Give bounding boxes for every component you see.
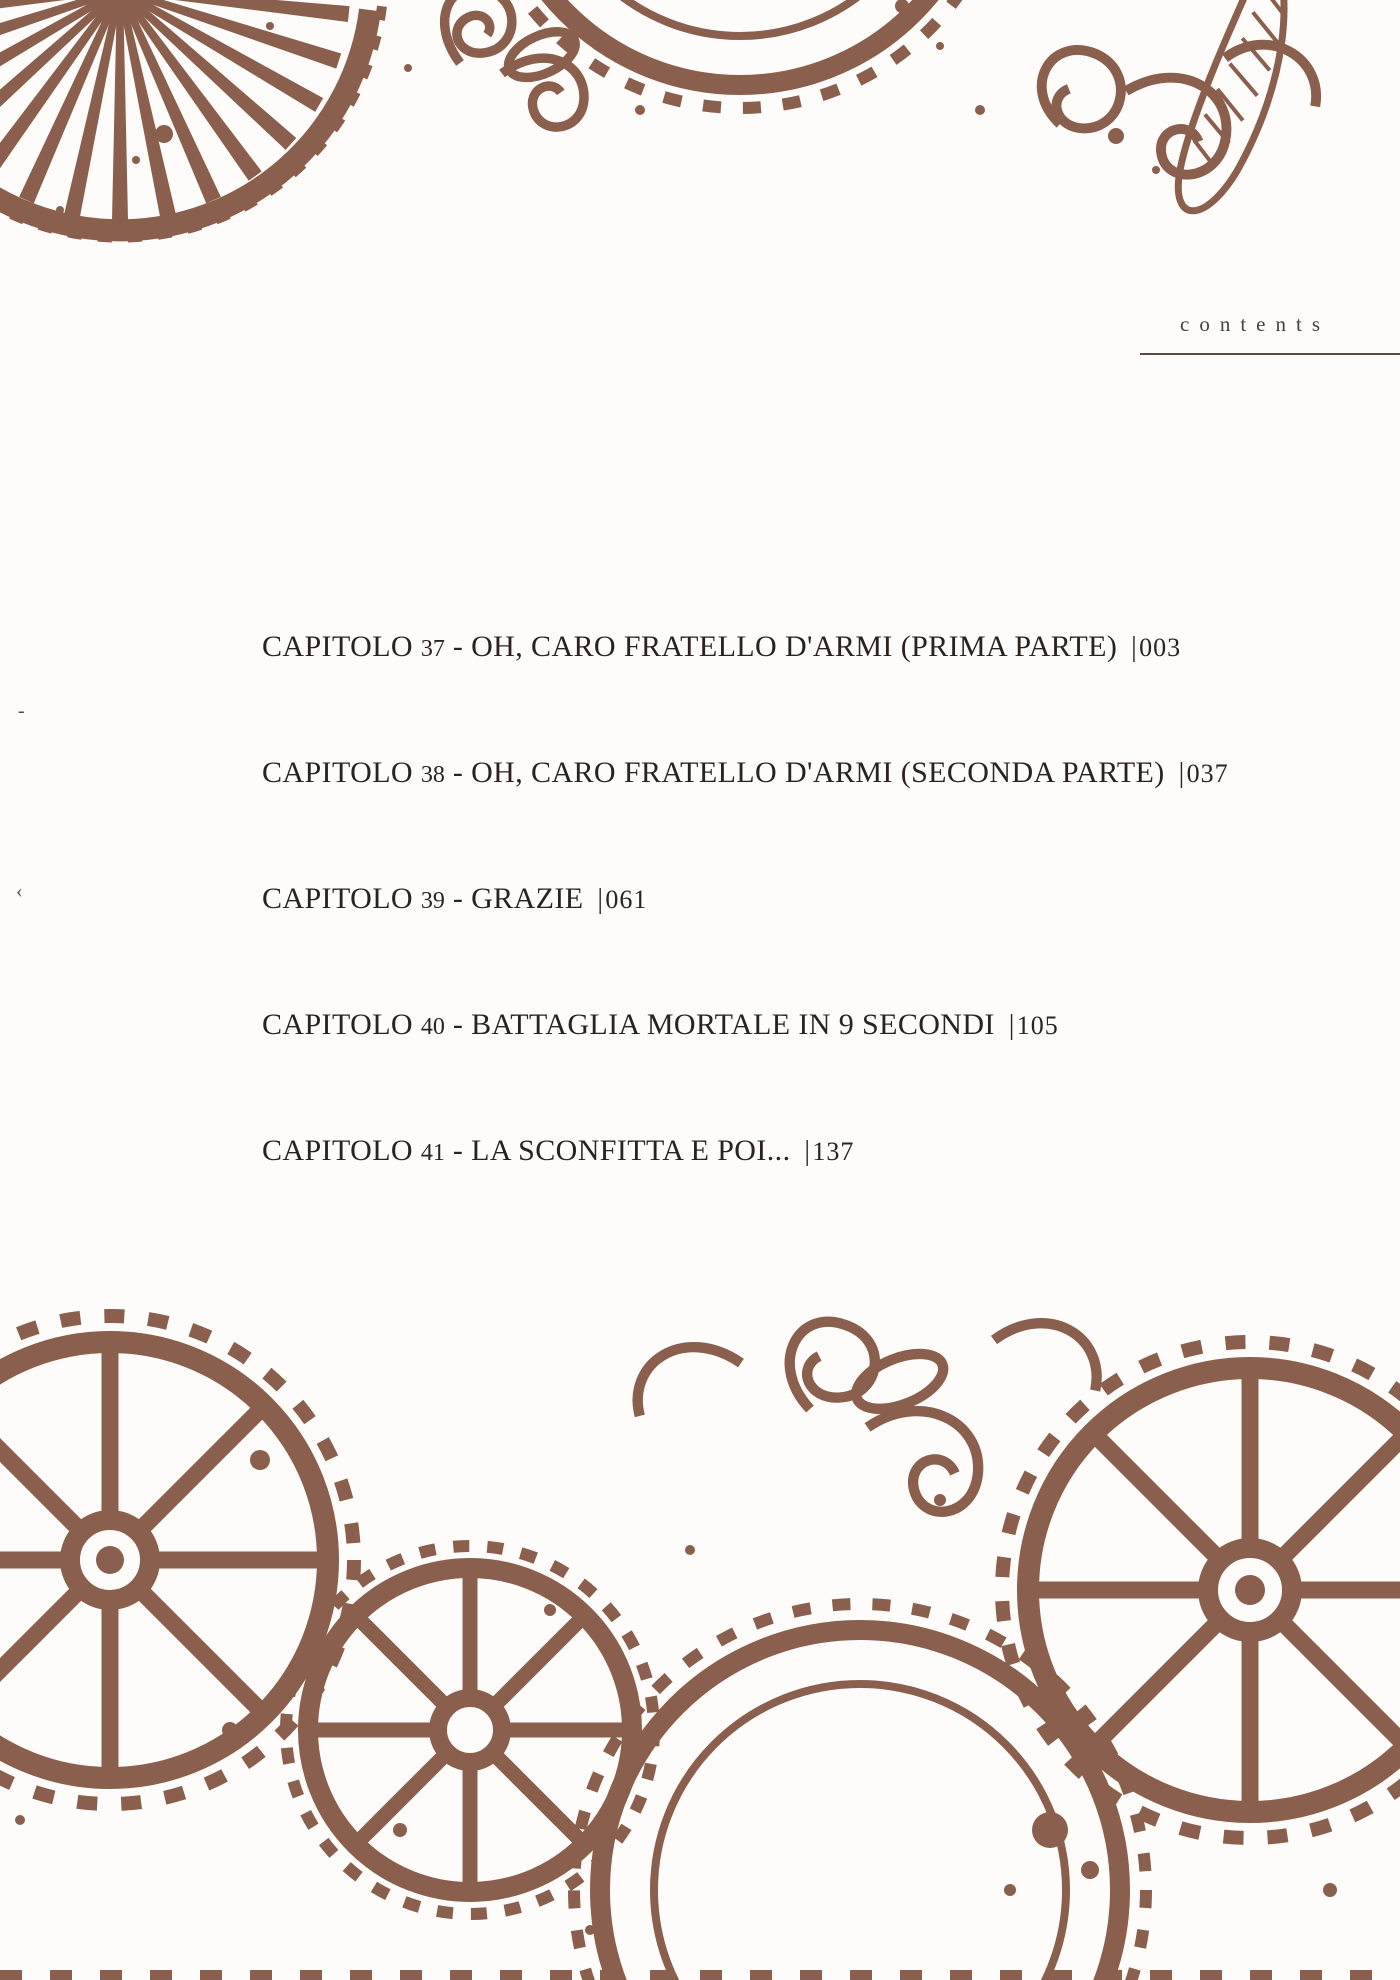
toc-chapter-title: OH, CARO FRATELLO D'ARMI (SECONDA PARTE) xyxy=(471,756,1165,789)
toc-entry[interactable] xyxy=(262,882,1302,916)
toc-chapter-word: CAPITOLO xyxy=(262,756,413,789)
toc-chapter-number: 40 xyxy=(420,1014,445,1040)
toc-chapter-title: LA SCONFITTA E POI... xyxy=(471,1134,791,1167)
table-of-contents xyxy=(262,630,1302,1168)
toc-dash: - xyxy=(452,1134,464,1167)
toc-dash: - xyxy=(452,882,464,915)
toc-chapter-word: CAPITOLO xyxy=(262,630,413,663)
toc-chapter-word: CAPITOLO xyxy=(262,1008,413,1041)
toc-chapter-title: GRAZIE xyxy=(471,882,584,915)
contents-label: contents xyxy=(1180,312,1330,336)
margin-tick-lower: ‹ xyxy=(16,880,23,902)
toc-chapter-number: 38 xyxy=(420,762,445,788)
toc-chapter-number: 39 xyxy=(420,888,445,914)
toc-chapter-number: 41 xyxy=(420,1140,445,1166)
toc-page-number: 061 xyxy=(605,885,648,914)
toc-page-number: 003 xyxy=(1139,633,1182,662)
toc-entry[interactable] xyxy=(262,630,1302,664)
toc-separator: | xyxy=(1178,758,1185,789)
toc-separator: | xyxy=(1008,1010,1015,1041)
gear-ornament-top xyxy=(0,0,1400,320)
margin-tick-upper: - xyxy=(18,700,25,722)
gear-ornament-bottom xyxy=(0,1130,1400,1980)
contents-header xyxy=(840,312,1400,355)
toc-page-number: 137 xyxy=(812,1137,855,1166)
toc-entry[interactable] xyxy=(262,1134,1302,1168)
toc-page-number: 037 xyxy=(1186,759,1229,788)
toc-chapter-word: CAPITOLO xyxy=(262,882,413,915)
toc-dash: - xyxy=(452,1008,464,1041)
toc-entry[interactable] xyxy=(262,756,1302,790)
toc-separator: | xyxy=(804,1136,811,1167)
toc-entry[interactable] xyxy=(262,1008,1302,1042)
toc-chapter-title: BATTAGLIA MORTALE IN 9 SECONDI xyxy=(471,1008,995,1041)
toc-dash: - xyxy=(452,630,464,663)
toc-chapter-number: 37 xyxy=(420,636,445,662)
toc-page-number: 105 xyxy=(1016,1011,1059,1040)
toc-separator: | xyxy=(1131,632,1138,663)
toc-chapter-word: CAPITOLO xyxy=(262,1134,413,1167)
contents-divider xyxy=(1140,353,1400,355)
toc-dash: - xyxy=(452,756,464,789)
toc-separator: | xyxy=(597,884,604,915)
toc-chapter-title: OH, CARO FRATELLO D'ARMI (PRIMA PARTE) xyxy=(471,630,1118,663)
